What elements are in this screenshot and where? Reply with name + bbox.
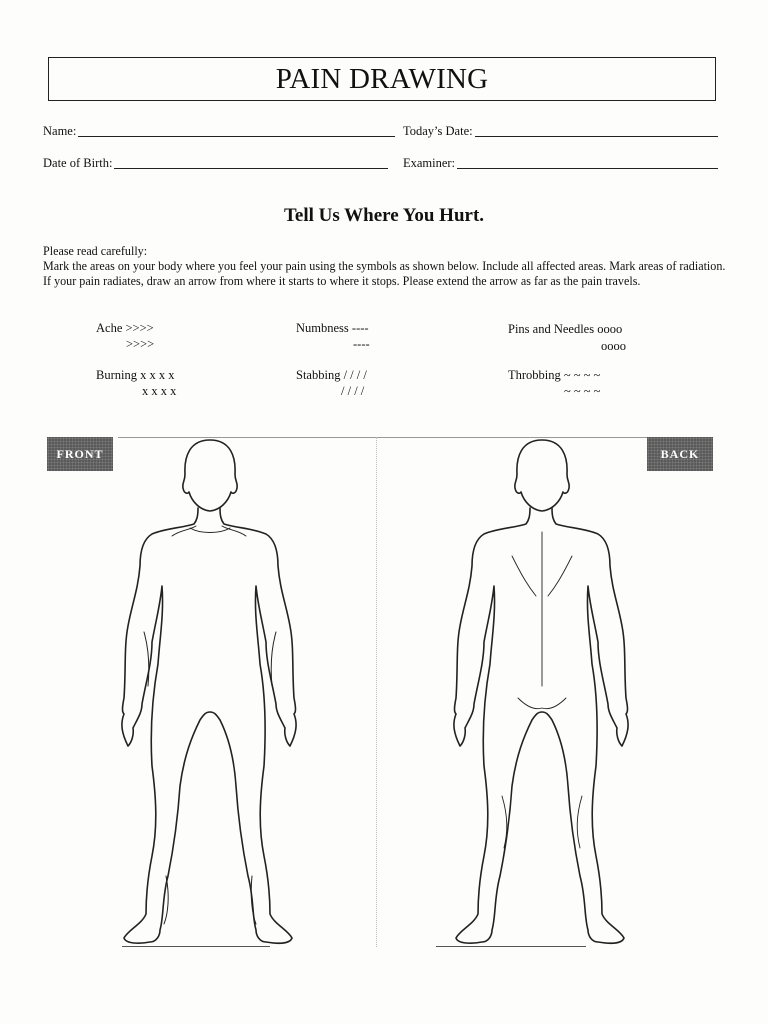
pins-needles-example: oooo [601,339,626,353]
pins-needles-label: Pins and Needles oooo [508,322,623,336]
dob-field[interactable] [43,156,388,171]
throbbing-example: ~ ~ ~ ~ [564,384,601,398]
todays-date-field[interactable] [403,124,718,139]
todays-date-label: Today’s Date: [403,124,473,138]
section-heading: Tell Us Where You Hurt. [283,205,485,226]
ache-label: Ache >>>> [96,321,154,335]
examiner-line[interactable] [457,167,718,169]
drawing-divider-center [376,437,377,947]
burning-example: x x x x [142,384,177,398]
examiner-field[interactable] [403,156,718,171]
back-body-figure[interactable] [432,436,652,950]
dob-line[interactable] [114,167,388,169]
instructions [43,244,733,289]
throbbing-label: Throbbing ~ ~ ~ ~ [508,368,601,382]
front-body-figure[interactable] [100,436,320,950]
numbness-example: ---- [353,337,370,351]
ache-example: >>>> [126,337,155,351]
burning-label: Burning x x x x [96,368,175,382]
stabbing-label: Stabbing / / / / [296,368,367,382]
todays-date-line[interactable] [475,135,718,137]
name-field[interactable] [43,124,395,139]
title-box [48,57,716,101]
numbness-label: Numbness ---- [296,321,369,335]
back-tag [647,437,713,471]
front-floor-line [122,946,270,947]
instructions-heading: Please read carefully: [43,244,148,258]
name-line[interactable] [78,135,395,137]
examiner-label: Examiner: [403,156,456,170]
front-label: FRONT [56,446,104,461]
stabbing-example: / / / / [341,384,365,398]
back-label: BACK [660,446,700,461]
back-floor-line [436,946,586,947]
page-title: PAIN DRAWING [275,62,489,95]
name-label: Name: [43,124,77,138]
dob-label: Date of Birth: [43,156,113,170]
instructions-body: Mark the areas on your body where you feel your pain using the symbols as shown below. Include all affected areas. Mark areas of radiation. If your pain radiates, draw an arrow from where it starts to where it stops. Please extend the arrow as far as the pain travels. [43,259,726,288]
